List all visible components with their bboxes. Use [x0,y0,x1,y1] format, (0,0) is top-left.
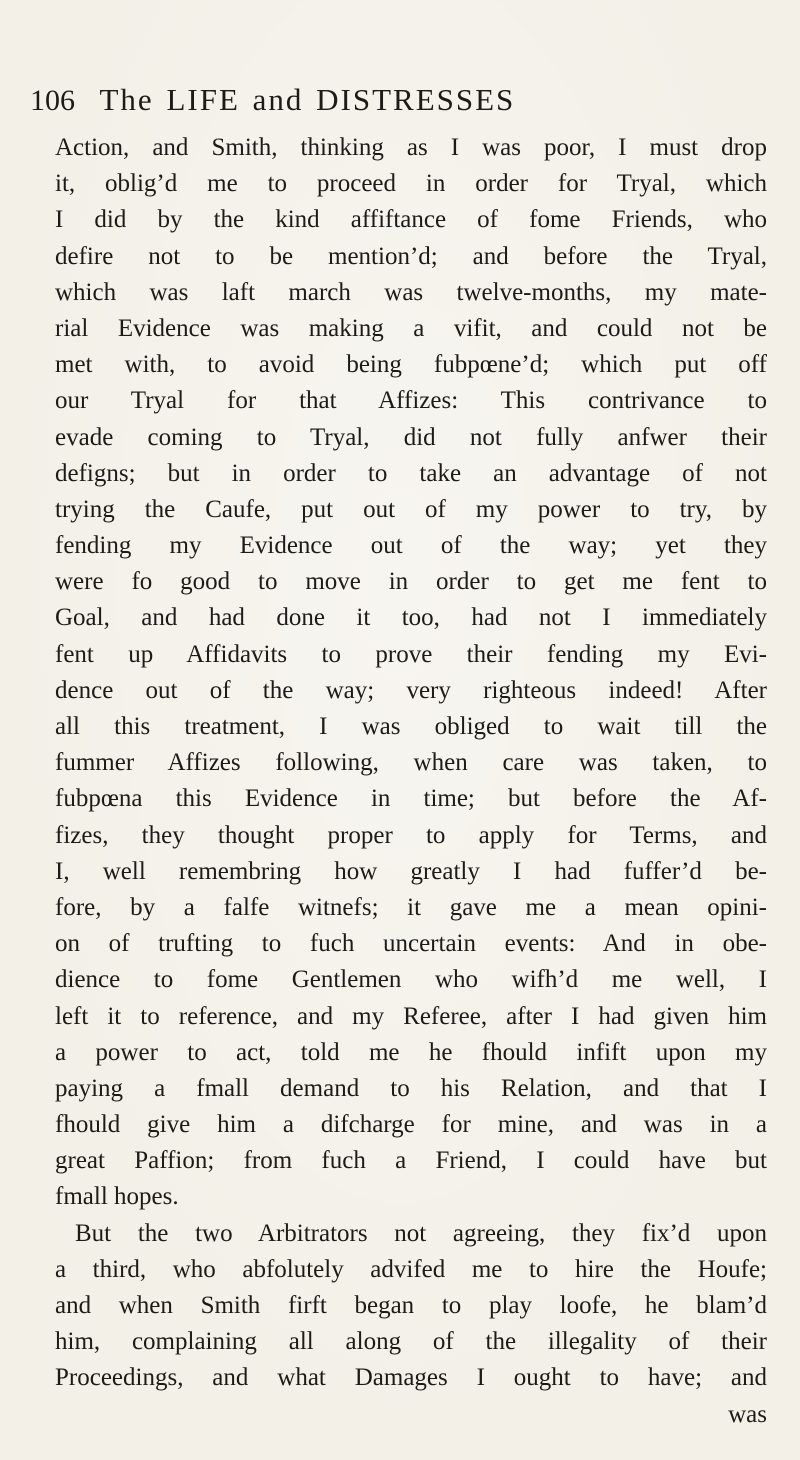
text-line: fending my Evidence out of the way; yet they [55,532,767,560]
text-line: and when Smith firft began to play loofe, he blam’d [55,1292,767,1319]
text-line: rial Evidence was making a vifit, and could not be [55,314,767,342]
text-line: trying the Caufe, put out of my power to try, by [55,495,767,523]
text-line: met with, to avoid being fubpœne’d; which put off [55,351,767,379]
catchword: was [728,1400,767,1428]
text-line: on of trufting to fuch uncertain events: And in obe- [55,930,767,958]
text-line: a third, who abfolutely advifed me to hire the Houfe; [55,1255,767,1283]
text-line: Action, and Smith, thinking as I was poor, I must drop [55,134,767,161]
body-text [55,130,767,1433]
text-line: dience to fome Gentlemen who wifh’d me well, I [55,966,767,994]
text-line: fent up Affidavits to prove their fending my Evi- [55,640,767,668]
running-head [30,80,770,120]
text-line: a power to act, told me he fhould infift upon my [55,1038,767,1066]
text-line: left it to reference, and my Referee, after I had given him [55,1002,767,1030]
text-line: fmall hopes. [55,1183,179,1211]
text-line: our Tryal for that Affizes: This contrivance to [55,387,767,415]
text-line: I did by the kind affiftance of fome Friends, who [55,206,767,234]
text-line: I, well remembring how greatly I had fuffer’d be- [55,857,767,885]
text-line: which was laft march was twelve-months, my mate- [55,278,767,306]
text-line: fubpœna this Evidence in time; but before the Af- [55,785,767,813]
text-line: evade coming to Tryal, did not fully anfwer their [55,423,767,451]
text-line: Goal, and had done it too, had not I immediately [55,604,767,632]
text-line: paying a fmall demand to his Relation, and that I [55,1074,767,1102]
text-line: fhould give him a difcharge for mine, and was in a [55,1111,767,1139]
text-line: fore, by a falfe witnefs; it gave me a mean opini- [55,893,767,921]
text-line: were fo good to move in order to get me fent to [55,568,767,596]
text-line: all this treatment, I was obliged to wait till the [55,713,767,740]
text-line: fizes, they thought proper to apply for Terms, and [55,821,767,849]
text-line: dence out of the way; very righteous indeed! After [55,676,767,704]
page-number: 106 [30,84,75,117]
text-line: But the two Arbitrators not agreeing, they fix’d upon [75,1219,767,1247]
text-line: Proceedings, and what Damages I ought to have; and [55,1364,767,1392]
text-line: it, oblig’d me to proceed in order for Tryal, which [55,170,767,198]
text-line: defire not to be mention’d; and before the Tryal, [55,242,767,270]
running-head-title: The LIFE and DISTRESSES [99,82,516,117]
text-line: him, complaining all along of the illegality of their [55,1328,767,1356]
text-line: great Paffion; from fuch a Friend, I could have but [55,1147,767,1175]
text-line: defigns; but in order to take an advantage of not [55,459,767,487]
text-line: fummer Affizes following, when care was taken, to [55,749,767,777]
